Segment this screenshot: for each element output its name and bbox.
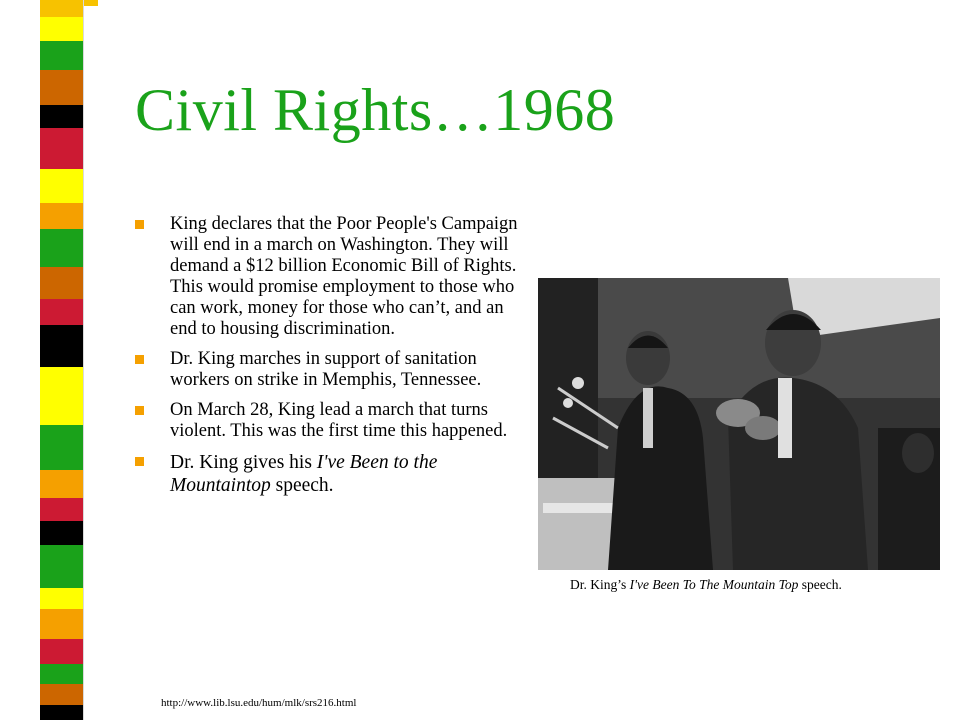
- bullet-text-end: speech.: [270, 475, 334, 496]
- speech-title: I've Been to the Mountaintop: [170, 452, 438, 496]
- bullet-text-start: Dr. King gives his: [170, 452, 317, 473]
- caption-end: speech.: [798, 577, 842, 592]
- slide-title: Civil Rights…1968: [135, 77, 616, 143]
- speech-photo: [538, 278, 940, 570]
- source-url: http://www.lib.lsu.edu/hum/mlk/srs216.html: [161, 697, 357, 709]
- bullet-text: On March 28, King lead a march that turns violent. This was the first time this happened.: [170, 400, 508, 441]
- bullet-item: [130, 451, 520, 497]
- bullet-square-icon: [135, 406, 144, 415]
- corner-accent: [84, 0, 98, 6]
- caption-start: Dr. King’s: [570, 577, 630, 592]
- photo-caption: [538, 577, 960, 593]
- caption-speech-title: I've Been To The Mountain Top: [629, 577, 799, 592]
- bullet-item: [130, 400, 520, 442]
- bullet-square-icon: [135, 355, 144, 364]
- bullet-square-icon: [135, 220, 144, 229]
- decorative-stripe-bar: [40, 0, 83, 720]
- slide-edge-line: [83, 0, 84, 720]
- bullet-list: [130, 214, 520, 506]
- bullet-text: Dr. King marches in support of sanitation workers on strike in Memphis, Tennessee.: [170, 349, 482, 390]
- bullet-square-icon: [135, 457, 144, 466]
- bullet-text: King declares that the Poor People's Campaign will end in a march on Washington. They will demand a $12 billion Economic Bill of Rights. This would promise employment to those who can work, money for those who can’t, and an end to housing discrimination.: [170, 214, 518, 339]
- bullet-item: [130, 349, 520, 391]
- bullet-item: [130, 214, 520, 340]
